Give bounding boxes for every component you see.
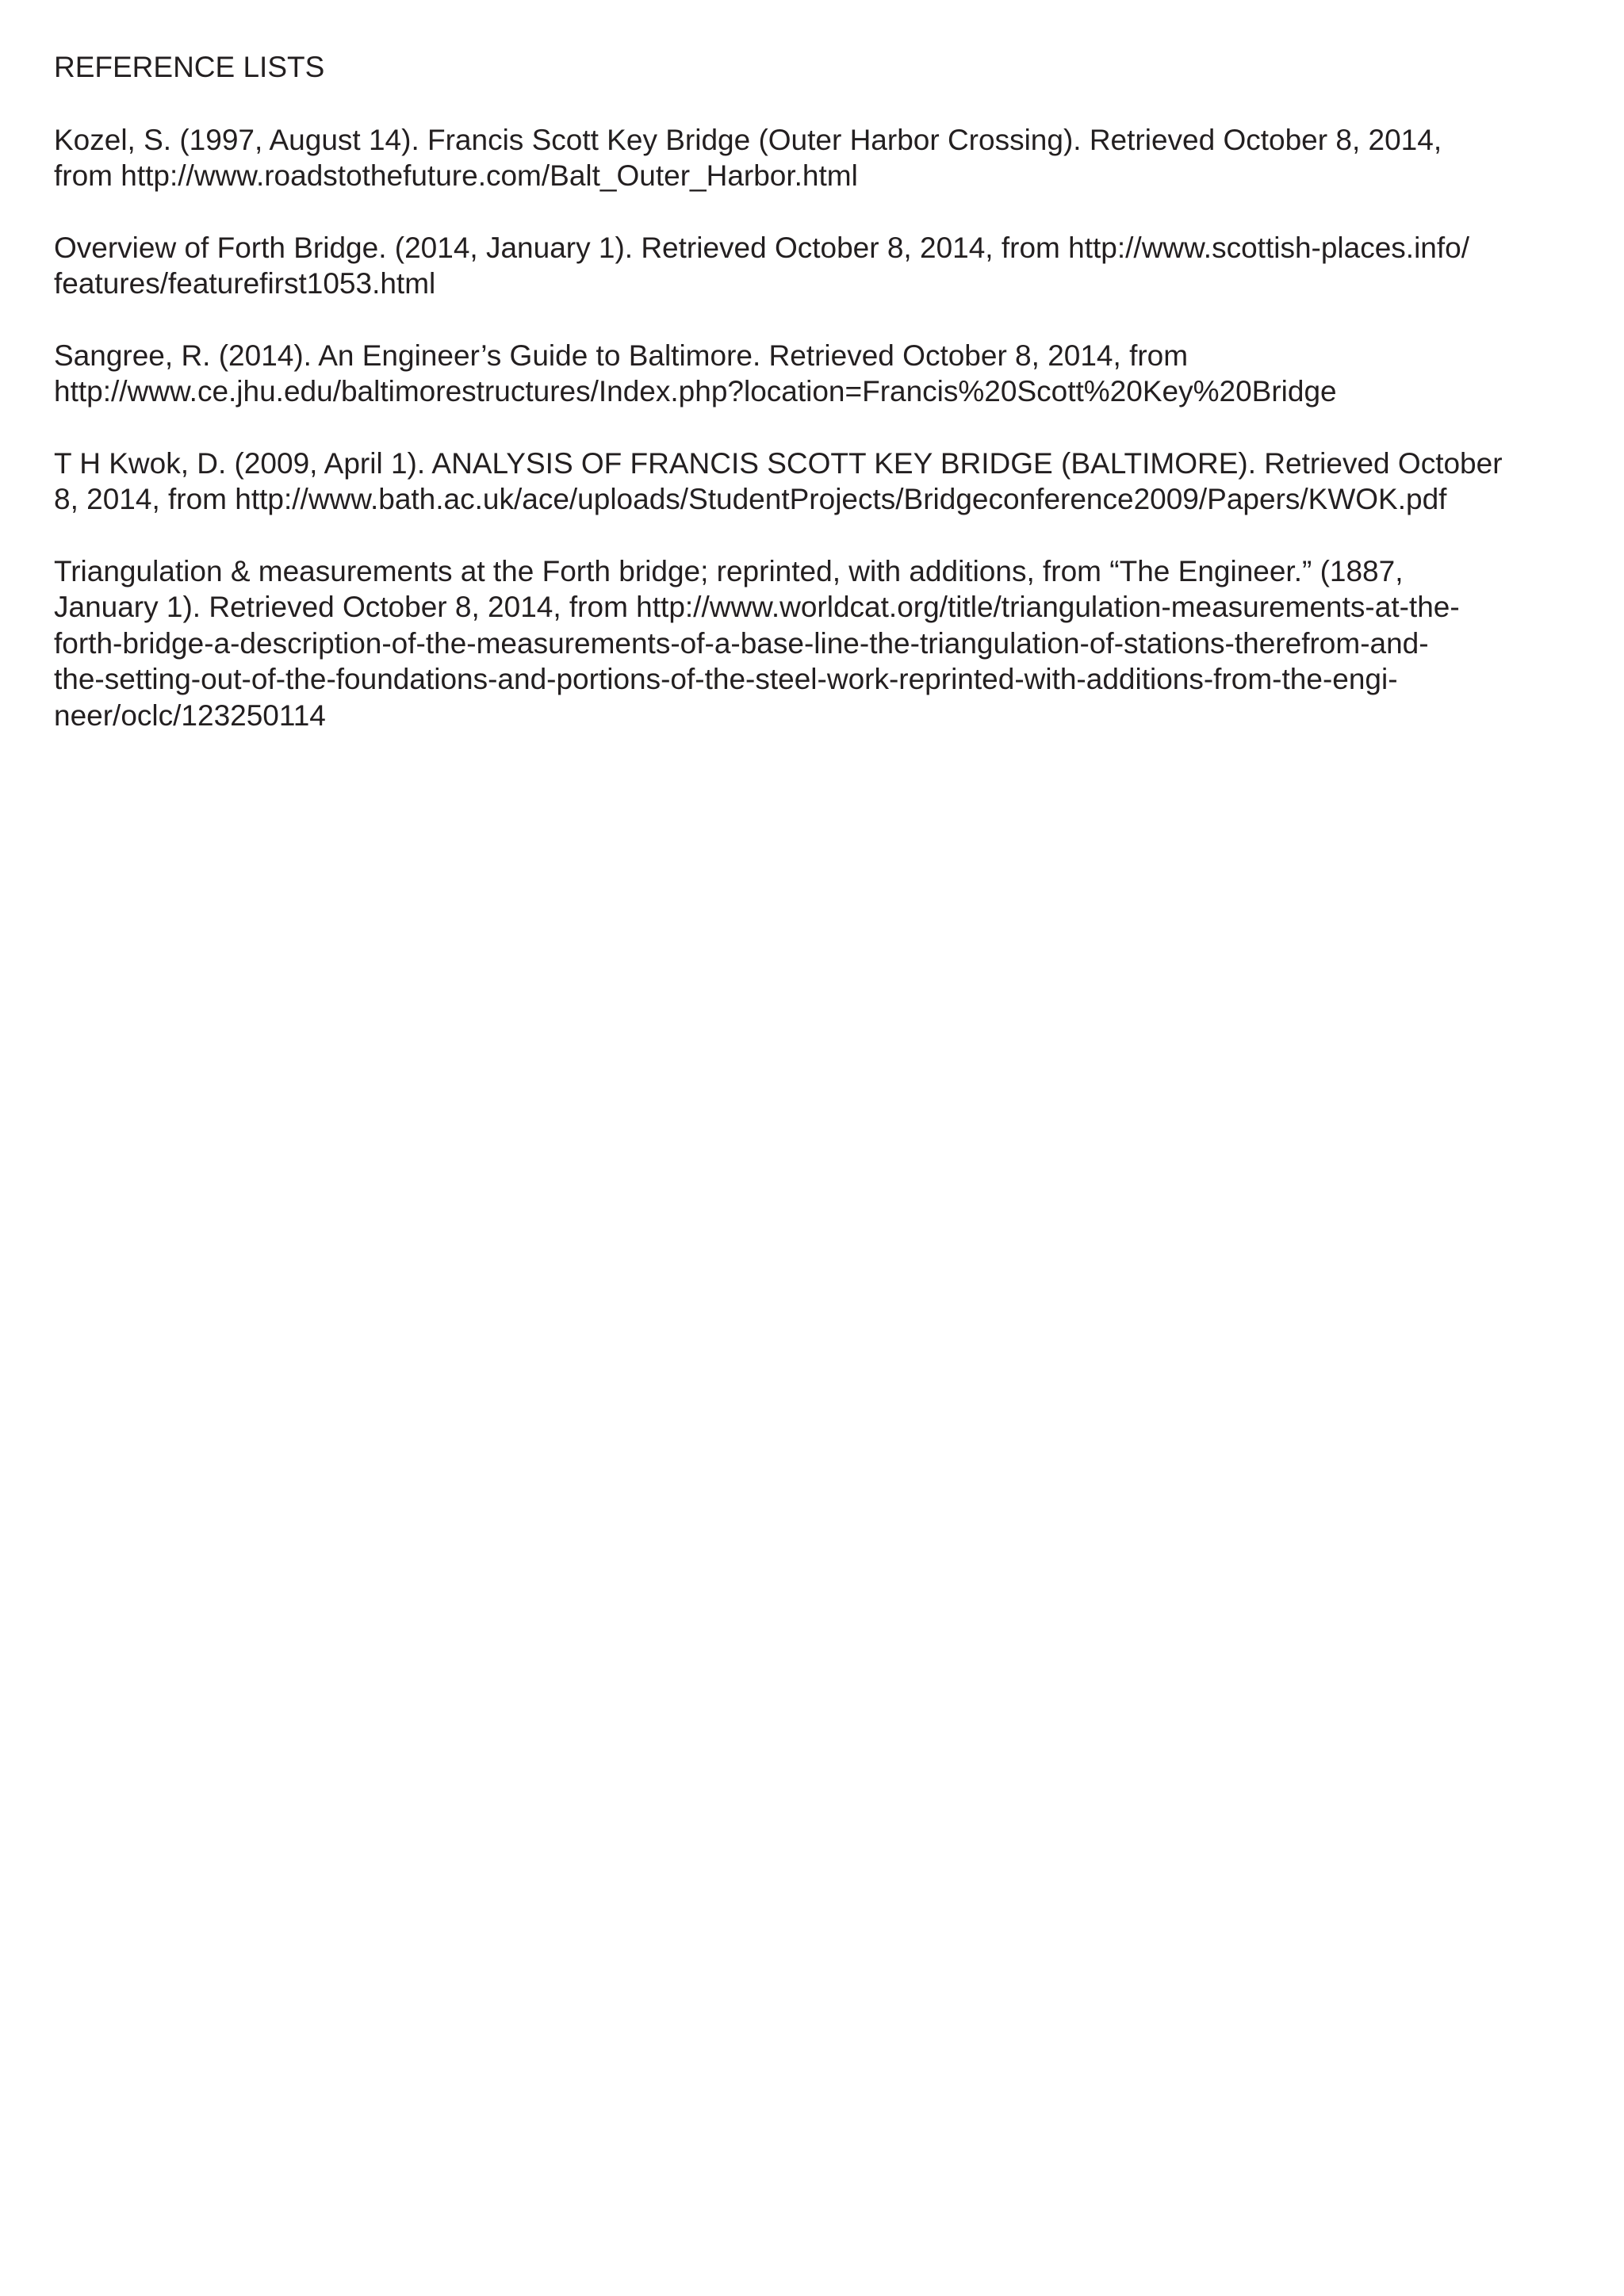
reference-line: neer/oclc/123250114: [54, 698, 326, 732]
reference-line: from http://www.roadstothefuture.com/Balt_Outer_Harbor.html: [54, 159, 858, 192]
reference-line: http://www.ce.jhu.edu/baltimorestructures/Index.php?location=Francis%20Scott%20Key%20Bridge: [54, 375, 1337, 408]
reference-line: T H Kwok, D. (2009, April 1). ANALYSIS OF FRANCIS SCOTT KEY BRIDGE (BALTIMORE). Retrieved October: [54, 446, 1503, 480]
reference-line: Triangulation & measurements at the Forth bridge; reprinted, with additions, from “The Engineer.” (1887,: [54, 554, 1404, 587]
reference-item: [54, 446, 1584, 518]
reference-line: the-setting-out-of-the-foundations-and-portions-of-the-steel-work-reprinted-with-additions-from-the-engi-: [54, 663, 1398, 695]
reference-item: [54, 338, 1584, 410]
reference-line: Sangree, R. (2014). An Engineer’s Guide to Baltimore. Retrieved October 8, 2014, from: [54, 339, 1189, 372]
reference-list-section: [54, 49, 1584, 769]
reference-line: Kozel, S. (1997, August 14). Francis Scott Key Bridge (Outer Harbor Crossing). Retrieved October 8, 2014,: [54, 123, 1442, 156]
page-heading: REFERENCE LISTS: [54, 51, 325, 83]
reference-item: [54, 122, 1584, 194]
reference-line: forth-bridge-a-description-of-the-measurements-of-a-base-line-the-triangulation-of-stations-therefrom-and-: [54, 626, 1429, 660]
reference-item: [54, 230, 1584, 302]
reference-item: [54, 553, 1584, 734]
reference-line: Overview of Forth Bridge. (2014, January 1). Retrieved October 8, 2014, from http://www.scottish-places.info/: [54, 231, 1470, 264]
reference-line: January 1). Retrieved October 8, 2014, from http://www.worldcat.org/title/triangulation-measurements-at-the-: [54, 591, 1460, 623]
reference-line: 8, 2014, from http://www.bath.ac.uk/ace/uploads/StudentProjects/Bridgeconference2009/Papers/KWOK.pdf: [54, 483, 1447, 515]
reference-line: features/featurefirst1053.html: [54, 267, 436, 300]
